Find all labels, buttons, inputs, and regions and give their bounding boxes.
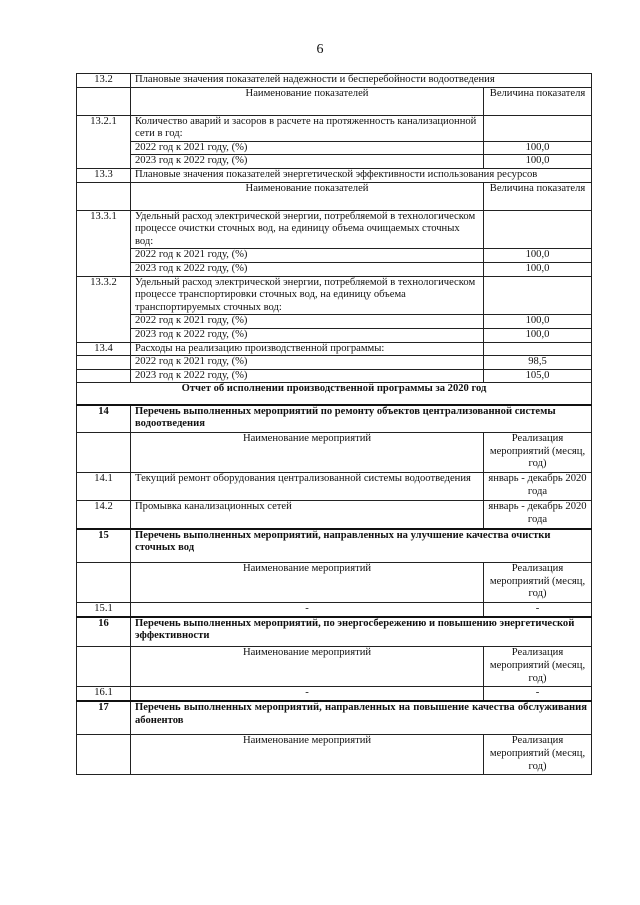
section-13-3-row <box>77 168 592 182</box>
indicator-value: 100,0 <box>484 155 592 169</box>
row-number: 14.1 <box>77 473 131 501</box>
period-label: 2023 год к 2022 году, (%) <box>131 328 484 342</box>
section-16-row <box>77 617 592 647</box>
measure-period: - <box>484 687 592 701</box>
row-number: 13.3.1 <box>77 210 131 276</box>
table-row <box>77 603 592 617</box>
table-row <box>77 262 592 276</box>
measure-period: январь - декабрь 2020 года <box>484 501 592 529</box>
report-title-row <box>77 383 592 405</box>
row-number: 13.3 <box>77 168 131 182</box>
row-number: 15.1 <box>77 603 131 617</box>
row-number: 13.2.1 <box>77 115 131 168</box>
row-number: 13.4 <box>77 342 131 356</box>
header-value: Реализация мероприятий (месяц, год) <box>484 647 592 687</box>
header-name: Наименование показателей <box>131 182 484 210</box>
row-number: 16.1 <box>77 687 131 701</box>
header-name: Наименование мероприятий <box>131 433 484 473</box>
header-value: Реализация мероприятий (месяц, год) <box>484 563 592 603</box>
table-row <box>77 155 592 169</box>
period-label: 2022 год к 2021 году, (%) <box>131 356 484 370</box>
header-name: Наименование показателей <box>131 87 484 115</box>
header-name: Наименование мероприятий <box>131 735 484 775</box>
report-title: Отчет об исполнении производственной программы за 2020 год <box>77 383 592 405</box>
table-header-row <box>77 647 592 687</box>
indicator-text: Количество аварий и засоров в расчете на протяженность канализационной сети в год: <box>131 115 484 141</box>
header-name: Наименование мероприятий <box>131 563 484 603</box>
row-number: 14.2 <box>77 501 131 529</box>
row-number: 17 <box>77 701 131 735</box>
measure-text: - <box>131 687 484 701</box>
table-row <box>77 369 592 383</box>
period-label: 2023 год к 2022 году, (%) <box>131 369 484 383</box>
row-number: 13.3.2 <box>77 276 131 342</box>
indicator-text: Удельный расход электрической энергии, потребляемой в технологическом процессе транспортировки сточных вод, на единицу объема транспортируемых сточных вод: <box>131 276 484 315</box>
indicator-value: 100,0 <box>484 141 592 155</box>
indicator-text: Удельный расход электрической энергии, потребляемой в технологическом процессе очистки сточных вод, на единицу объема очищаемых сточных вод: <box>131 210 484 249</box>
table-header-row <box>77 563 592 603</box>
section-17-row <box>77 701 592 735</box>
program-table <box>76 73 592 775</box>
indicator-row <box>77 210 592 249</box>
indicator-row <box>77 115 592 141</box>
section-15-row <box>77 529 592 563</box>
table-header-row <box>77 182 592 210</box>
indicator-value: 100,0 <box>484 262 592 276</box>
indicator-value: 105,0 <box>484 369 592 383</box>
measure-text: Текущий ремонт оборудования централизованной системы водоотведения <box>131 473 484 501</box>
table-row <box>77 501 592 529</box>
header-value: Величина показателя <box>484 182 592 210</box>
header-value: Реализация мероприятий (месяц, год) <box>484 735 592 775</box>
section-14-row <box>77 405 592 433</box>
header-name: Наименование мероприятий <box>131 647 484 687</box>
row-number: 15 <box>77 529 131 563</box>
period-label: 2022 год к 2021 году, (%) <box>131 249 484 263</box>
measure-text: Промывка канализационных сетей <box>131 501 484 529</box>
period-label: 2022 год к 2021 году, (%) <box>131 141 484 155</box>
section-title: Перечень выполненных мероприятий, направленных на улучшение качества очистки сточных вод <box>131 529 592 563</box>
page-number: 6 <box>316 42 324 57</box>
section-title: Перечень выполненных мероприятий, по энергосбережению и повышению энергетической эффективности <box>131 617 592 647</box>
section-title: Расходы на реализацию производственной программы: <box>131 342 484 356</box>
section-13-2-row <box>77 74 592 88</box>
section-title: Плановые значения показателей энергетической эффективности использования ресурсов <box>131 168 592 182</box>
section-title: Плановые значения показателей надежности и бесперебойности водоотведения <box>131 74 592 88</box>
header-value: Реализация мероприятий (месяц, год) <box>484 433 592 473</box>
row-number: 16 <box>77 617 131 647</box>
indicator-value: 100,0 <box>484 315 592 329</box>
indicator-value: 100,0 <box>484 328 592 342</box>
indicator-value: 98,5 <box>484 356 592 370</box>
table-row <box>77 473 592 501</box>
measure-period: январь - декабрь 2020 года <box>484 473 592 501</box>
table-row <box>77 356 592 370</box>
measure-text: - <box>131 603 484 617</box>
table-row <box>77 141 592 155</box>
table-header-row <box>77 87 592 115</box>
table-row <box>77 249 592 263</box>
period-label: 2023 год к 2022 году, (%) <box>131 155 484 169</box>
indicator-value: 100,0 <box>484 249 592 263</box>
table-header-row <box>77 433 592 473</box>
period-label: 2023 год к 2022 году, (%) <box>131 262 484 276</box>
section-title: Перечень выполненных мероприятий по ремонту объектов централизованной системы водоотведения <box>131 405 592 433</box>
indicator-row <box>77 276 592 315</box>
table-header-row <box>77 735 592 775</box>
section-title: Перечень выполненных мероприятий, направленных на повышение качества обслуживания абонентов <box>131 701 592 735</box>
section-13-4-row <box>77 342 592 356</box>
table-row <box>77 328 592 342</box>
table-row <box>77 315 592 329</box>
table-row <box>77 687 592 701</box>
measure-period: - <box>484 603 592 617</box>
row-number: 14 <box>77 405 131 433</box>
period-label: 2022 год к 2021 году, (%) <box>131 315 484 329</box>
header-value: Величина показателя <box>484 87 592 115</box>
row-number: 13.2 <box>77 74 131 88</box>
